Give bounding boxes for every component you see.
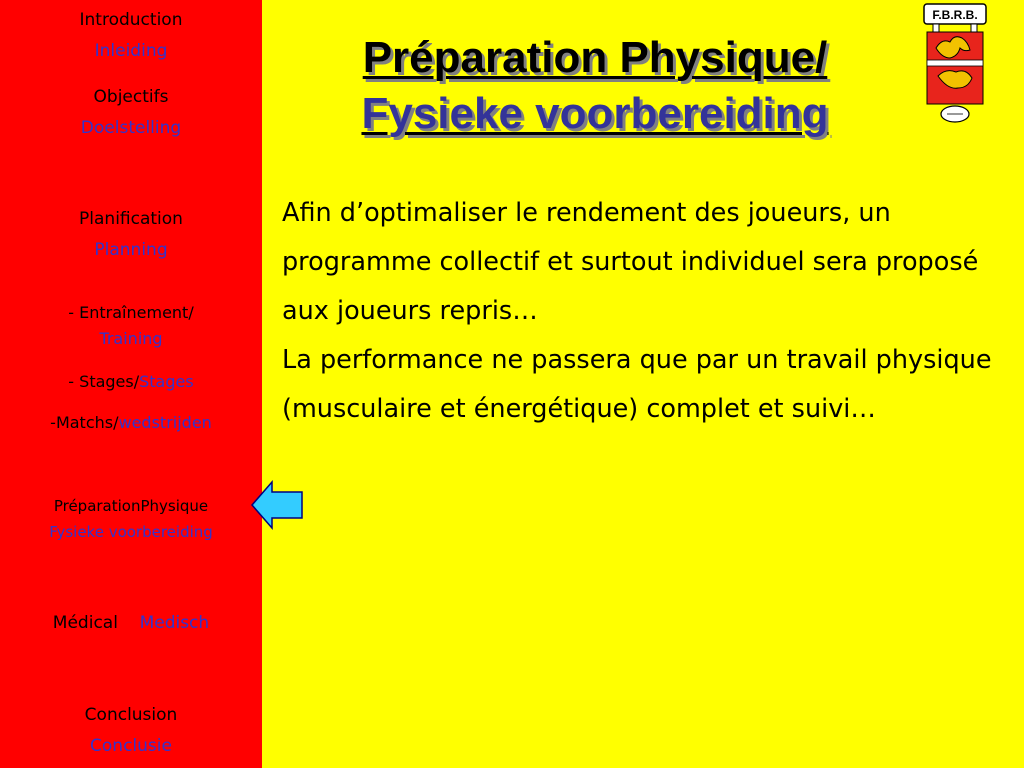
nav-label-nl: Planning	[94, 240, 168, 260]
current-section-arrow-icon	[250, 480, 306, 530]
fbrb-logo	[922, 2, 988, 126]
nav-item-preparation-physique[interactable]	[0, 493, 262, 545]
nav-label-fr: Introduction	[79, 10, 183, 30]
nav-item-objectifs[interactable]	[0, 82, 262, 144]
slide-title	[280, 30, 910, 142]
nav-label-fr: Objectifs	[93, 87, 169, 107]
nav-label-nl: Stages	[139, 372, 194, 391]
nav-label-fr: Médical	[52, 613, 118, 633]
nav-item-planification[interactable]	[0, 204, 262, 266]
nav-item-matchs[interactable]	[0, 408, 262, 438]
nav-label-fr: Conclusion	[84, 705, 178, 725]
nav-label-nl: Doelstelling	[80, 118, 182, 138]
nav-label-nl: wedstrijden	[118, 413, 212, 432]
logo-text: F.B.R.B.	[932, 8, 978, 22]
slide-body	[282, 189, 1012, 434]
nav-label-fr: - Stages/	[68, 372, 140, 391]
nav-label-fr: -Matchs/	[50, 413, 119, 432]
nav-item-medical[interactable]	[0, 608, 262, 639]
nav-label-nl: Medisch	[139, 613, 210, 633]
title-line-fr: Préparation Physique/	[362, 33, 828, 82]
nav-label-fr: PréparationPhysique	[53, 497, 209, 515]
title-line-nl: Fysieke voorbereiding	[361, 89, 829, 138]
nav-label-nl: Fysieke voorbereiding	[49, 523, 213, 541]
navigation-sidebar	[0, 0, 262, 768]
nav-item-entrainement[interactable]	[0, 298, 262, 354]
nav-label-fr: Planification	[79, 209, 183, 229]
nav-label-nl: Conclusie	[90, 736, 172, 756]
nav-item-conclusion[interactable]	[0, 700, 262, 762]
nav-label-nl: Inleiding	[94, 41, 168, 61]
body-paragraph: La performance ne passera que par un travail physique (musculaire et énergétique) complet et suivi…	[282, 345, 992, 424]
nav-item-stages[interactable]	[0, 367, 262, 397]
nav-label-fr: - Entraînement/	[68, 303, 194, 322]
nav-label-nl: Training	[99, 329, 163, 348]
body-paragraph: Afin d’optimaliser le rendement des joueurs, un programme collectif et surtout individuel sera proposé aux joueurs repris…	[282, 198, 979, 326]
nav-item-introduction[interactable]	[0, 5, 262, 67]
